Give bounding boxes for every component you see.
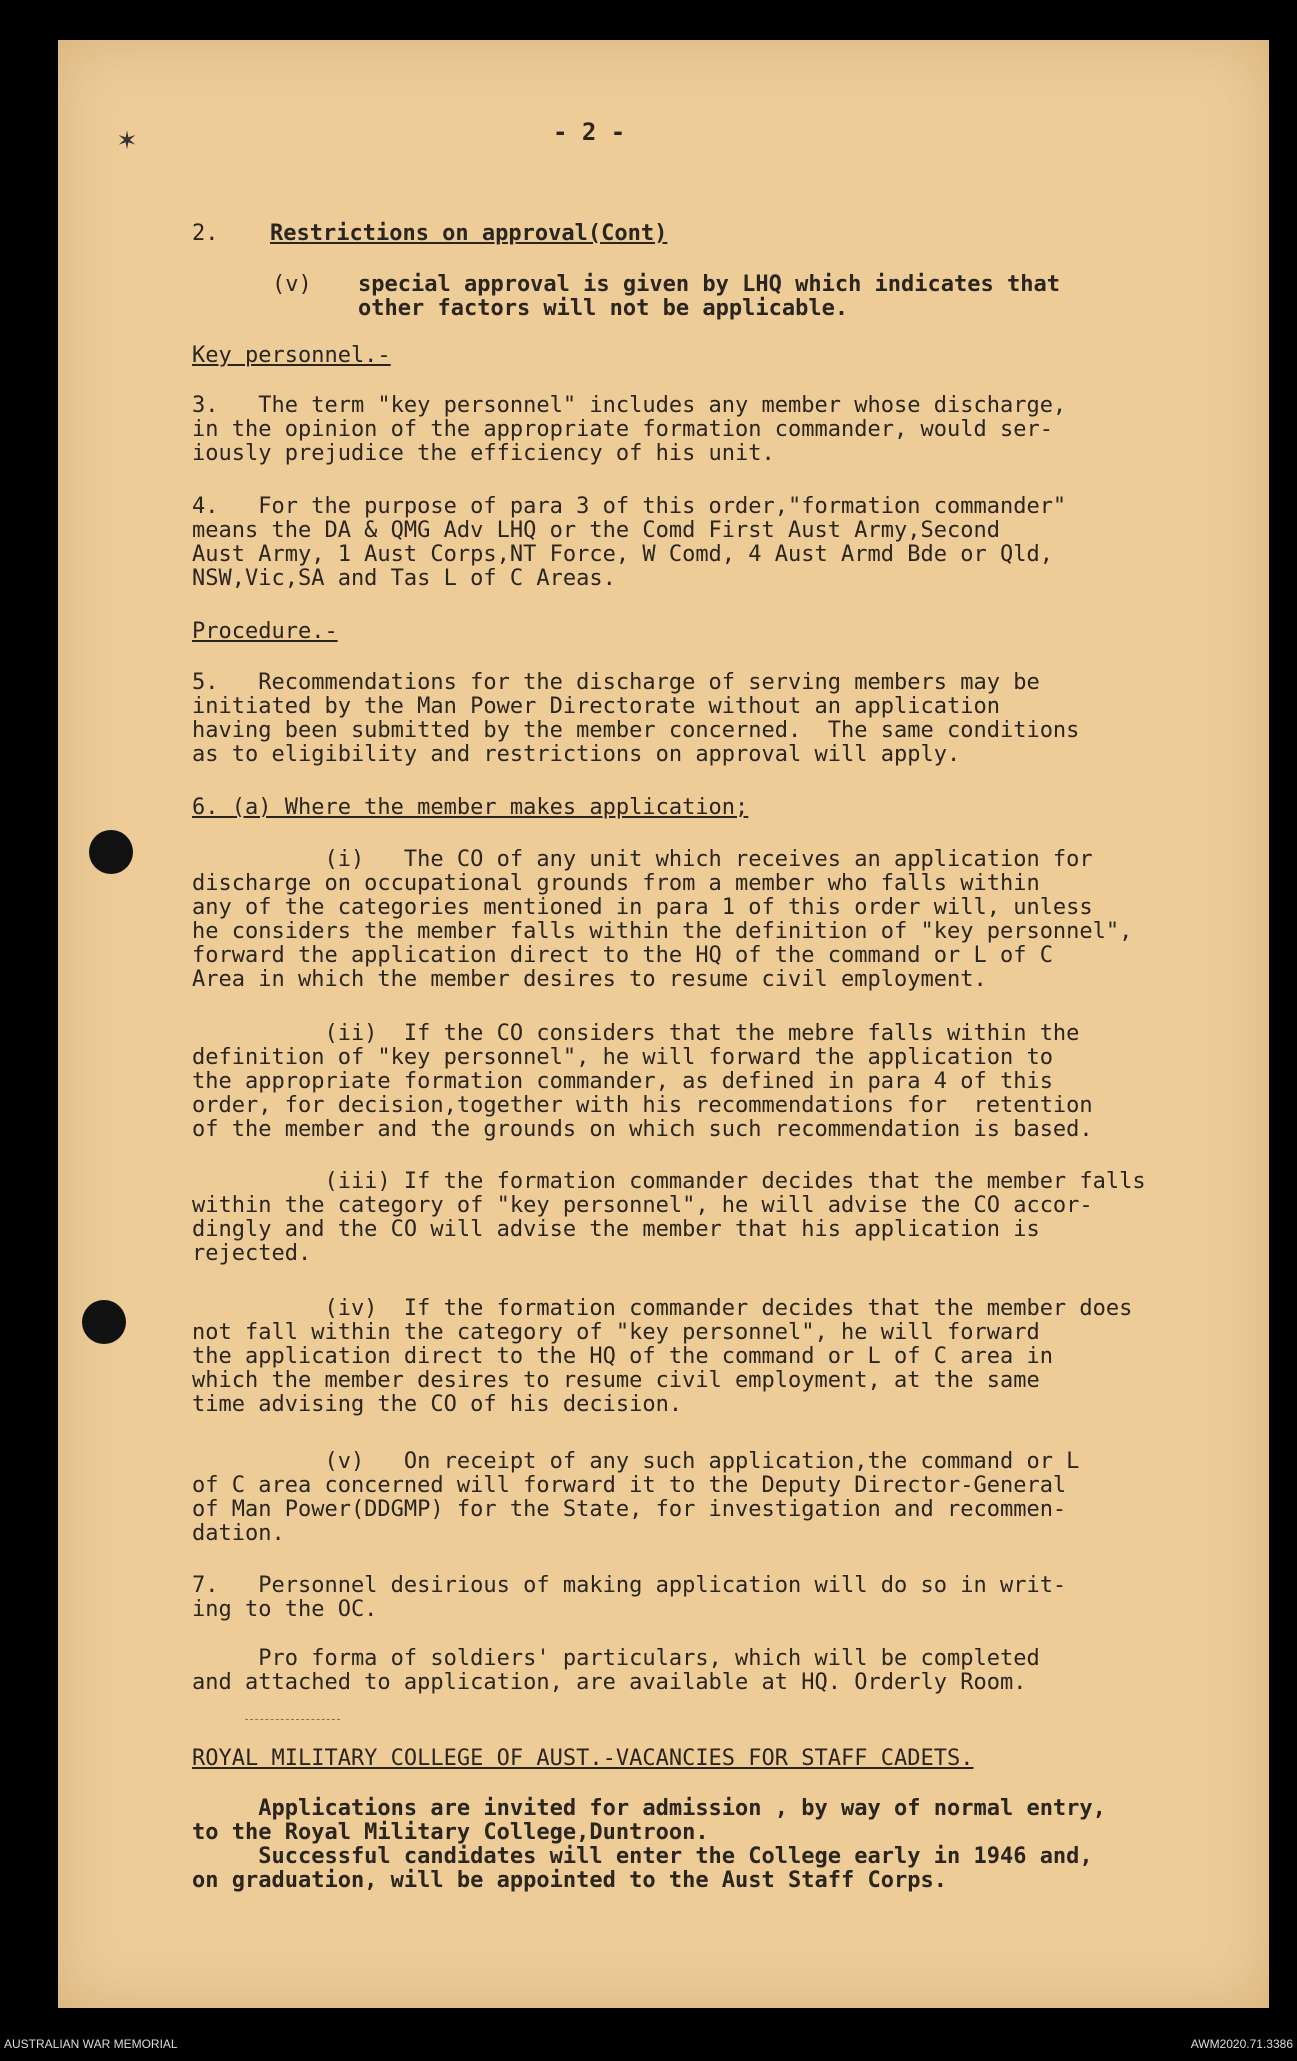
para-6-sub-iv: (iv) If the formation commander decides that the member does not fall within the category of "key personnel", he will forward the application direct to the HQ of the command or L of C area in which the member desires to resume civil employment, at the same time advising the CO of his decision. (192, 1296, 1133, 1417)
item-v-label: (v) (272, 272, 312, 297)
page-number: - 2 - (553, 118, 626, 146)
footer-accession: AWM2020.71.3386 (1190, 2037, 1293, 2051)
key-personnel-heading: Key personnel.- (192, 343, 391, 368)
stray-mark: ✶ (118, 122, 137, 157)
section-heading: Restrictions on approval(Cont) (270, 221, 668, 246)
para-5: 5. Recommendations for the discharge of serving members may be initiated by the Man Power Directorate without an application having been submitted by the member concerned. The same conditions as to eligibility and restrictions on approval will apply. (192, 670, 1080, 767)
para-6-sub-ii: (ii) If the CO considers that the mebre falls within the definition of "key personnel", he will forward the application to the appropriate formation commander, as defined in para 4 of this order, for decision,together with his recommendations for retention of the member and the grounds on which such recommendation is based. (192, 1021, 1093, 1142)
punch-hole-top (89, 830, 133, 874)
para-4: 4. For the purpose of para 3 of this order,"formation commander" means the DA & QMG Adv LHQ or the Comd First Aust Army,Second Aust Army, 1 Aust Corps,NT Force, W Comd, 4 Aust Armd Bde or Qld, NSW,Vic,SA and Tas L of C Areas. (192, 494, 1067, 591)
para-3: 3. The term "key personnel" includes any member whose discharge, in the opinion of the appropriate formation commander, would ser- iously prejudice the efficiency of his unit. (192, 393, 1067, 466)
section-number: 2. (192, 221, 219, 246)
procedure-heading: Procedure.- (192, 619, 338, 644)
para-6-sub-v: (v) On receipt of any such application,the command or L of C area concerned will forward it to the Deputy Director-General of Man Power(DDGMP) for the State, for investigation and recommen- dation. (192, 1449, 1080, 1546)
divider (245, 1719, 340, 1720)
punch-hole-bottom (82, 1300, 126, 1344)
para-6-sub-i: (i) The CO of any unit which receives an application for discharge on occupational grounds from a member who falls within any of the categories mentioned in para 1 of this order will, unless he considers the member falls within the definition of "key personnel", forward the application direct to the HQ of the command or L of C Area in which the member desires to resume civil employment. (192, 847, 1133, 992)
para-7: 7. Personnel desirious of making application will do so in writ- ing to the OC. (192, 1573, 1067, 1622)
para-6-sub-iii: (iii) If the formation commander decides that the member falls within the category of "key personnel", he will advise the CO accor- dingly and the CO will advise the member that his application is rejected. (192, 1169, 1146, 1266)
rmc-heading: ROYAL MILITARY COLLEGE OF AUST.-VACANCIES FOR STAFF CADETS. (192, 1746, 974, 1771)
item-v-text: special approval is given by LHQ which indicates that other factors will not be applicable. (358, 272, 1060, 321)
rmc-body: Applications are invited for admission , by way of normal entry, to the Royal Military College,Duntroon. Successful candidates will enter the College early in 1946 and, on graduation, will be appointed to the Aust Staff Corps. (192, 1796, 1106, 1893)
pro-forma-note: Pro forma of soldiers' particulars, which will be completed and attached to application, are available at HQ. Orderly Room. (192, 1646, 1040, 1695)
footer-source: AUSTRALIAN WAR MEMORIAL (4, 2037, 178, 2051)
para-6-heading: 6. (a) Where the member makes application; (192, 795, 749, 820)
